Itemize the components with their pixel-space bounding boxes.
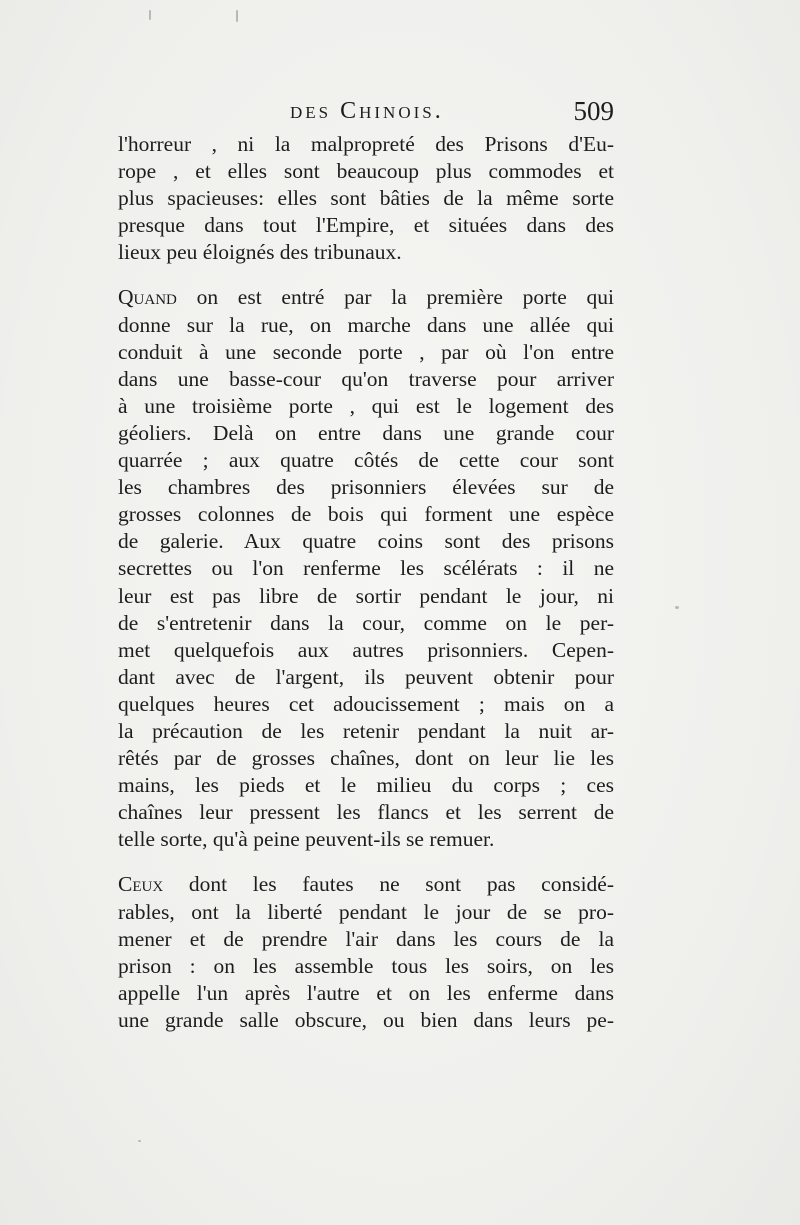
paragraph-3 <box>118 871 614 1034</box>
text-line: de galerie. Aux quatre coins sont des prisons <box>118 529 614 554</box>
text-line: chaînes leur pressent les flancs et les serrent de <box>118 800 614 825</box>
text-line: les chambres des prisonniers élevées sur de <box>118 475 614 500</box>
paragraph-2 <box>118 284 614 853</box>
text-line: mains, les pieds et le milieu du corps ; ces <box>118 773 614 798</box>
text-line: quarrée ; aux quatre côtés de cette cour sont <box>118 448 614 473</box>
text-line: telle sorte, qu'à peine peuvent-ils se remuer. <box>118 827 495 852</box>
paragraph-lead-word: Quand <box>118 285 177 310</box>
page-number: 509 <box>573 96 614 126</box>
text-line: secrettes ou l'on renferme les scélérats : il ne <box>118 556 614 581</box>
text-line: à une troisième porte , qui est le logement des <box>118 393 614 418</box>
paper-speck <box>236 10 238 22</box>
text-line: conduit à une seconde porte , par où l'on entre <box>118 339 614 364</box>
text-line: géoliers. Delà on entre dans une grande cour <box>118 420 614 445</box>
text-line: rables, ont la liberté pendant le jour de se pro- <box>118 899 614 924</box>
text-line-rest: dont les fautes ne sont pas considé- <box>163 872 614 897</box>
text-line-first <box>118 871 614 898</box>
text-line: dant avec de l'argent, ils peuvent obtenir pour <box>118 664 614 689</box>
text-line-first <box>118 284 614 311</box>
text-line: presque dans tout l'Empire, et situées dans des <box>118 213 614 238</box>
running-head: des Chinois. <box>290 98 444 124</box>
paper-speck <box>675 606 679 609</box>
text-line: la précaution de les retenir pendant la nuit ar- <box>118 718 614 743</box>
text-line: une grande salle obscure, ou bien dans leurs pe- <box>118 1007 614 1032</box>
text-line: met quelquefois aux autres prisonniers. Cepen- <box>118 637 614 662</box>
text-line: appelle l'un après l'autre et on les enferme dans <box>118 980 614 1005</box>
text-line: de s'entretenir dans la cour, comme on le per- <box>118 610 614 635</box>
text-line: rope , et elles sont beaucoup plus commodes et <box>118 159 614 184</box>
text-line: donne sur la rue, on marche dans une allée qui <box>118 312 614 337</box>
text-line: mener et de prendre l'air dans les cours de la <box>118 926 614 951</box>
text-line: rêtés par de grosses chaînes, dont on leur lie les <box>118 746 614 771</box>
paper-speck <box>138 1140 141 1142</box>
paragraph-1 <box>118 131 614 266</box>
text-line: grosses colonnes de bois qui forment une espèce <box>118 502 614 527</box>
text-line: quelques heures cet adoucissement ; mais on a <box>118 691 614 716</box>
paper-speck <box>149 10 151 20</box>
text-line-rest: on est entré par la première porte qui <box>176 285 614 310</box>
page-header <box>118 96 614 132</box>
text-line: lieux peu éloignés des tribunaux. <box>118 240 402 265</box>
text-line: prison : on les assemble tous les soirs, on les <box>118 953 614 978</box>
text-line: leur est pas libre de sortir pendant le jour, ni <box>118 583 614 608</box>
text-line: plus spacieuses: elles sont bâties de la même sorte <box>118 186 614 211</box>
text-line: l'horreur , ni la malpropreté des Prisons d'Eu- <box>118 132 614 156</box>
body-text <box>118 131 614 1052</box>
paragraph-lead-word: Ceux <box>118 872 164 897</box>
text-line: dans une basse-cour qu'on traverse pour arriver <box>118 366 614 391</box>
